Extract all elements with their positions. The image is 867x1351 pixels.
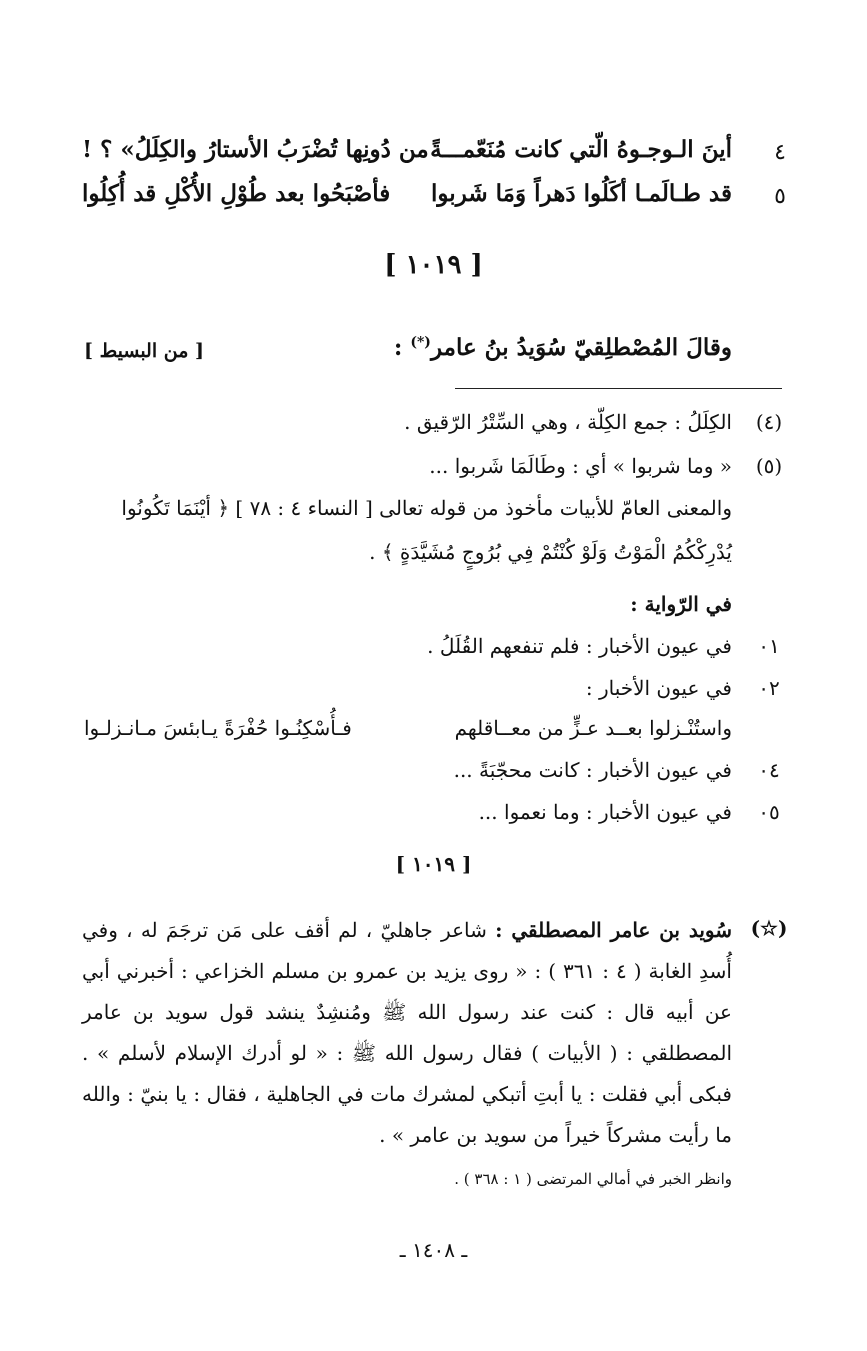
poet-name: سُويد بن عامر المصطلقي :: [495, 918, 733, 942]
riwaya-item-number: ٠٢: [758, 676, 780, 700]
bio-source: وانظر الخبر في أمالي المرتضى ( ١ : ٣٦٨ ) .: [454, 1170, 732, 1188]
note-text: الكِلَلُ : جمع الكِلّة ، وهي السِّتْرُ الرّقيق .: [404, 410, 732, 434]
riwaya-verse-first: واستُنْـزلوا بعــد عـزٍّ من معــاقلهم: [454, 716, 732, 740]
section-number-small: [ ١٠١٩ ]: [395, 852, 472, 876]
intro-colon: :: [393, 334, 403, 361]
poet-intro-text: وقالَ المُصْطلِقيّ سُوَيدُ بنُ عامر: [430, 334, 732, 361]
poem-number-heading: [ ١٠١٩ ]: [384, 250, 483, 280]
bio-label: (☆): [750, 916, 788, 940]
bio-paragraph: [82, 910, 732, 1156]
verse-first-hemistich: قد طـالَمـا أكَلُوا دَهراً وَمَا شَربوا: [431, 180, 732, 207]
riwaya-item-number: ٠١: [758, 634, 780, 658]
page-number: ـ ١٤٠٨ ـ: [399, 1238, 468, 1262]
riwaya-heading: في الرّواية :: [630, 592, 732, 616]
verse-second-hemistich: فأصْبَحُوا بعد طُوْلِ الأُكْلِ قد أُكِلُوا: [82, 180, 391, 207]
riwaya-item-text: في عيون الأخبار : كانت محجّبَةً ...: [453, 758, 732, 782]
poem-intro: [394, 334, 732, 361]
meaning-line: والمعنى العامّ للأبيات مأخوذ من قوله تعالى [ النساء ٤ : ٧٨ ] ﴿ أيْنَمَا تَكُونُوا: [121, 496, 732, 520]
riwaya-verse-second: فـأُسْكِنُـوا حُفْرَةً يـابئسَ مـانـزلـوا: [84, 716, 352, 740]
riwaya-item-text: في عيون الأخبار : وما نعموا ...: [478, 800, 732, 824]
meaning-line: يُدْرِكْكُمُ الْمَوْتُ وَلَوْ كُنْتُمْ فِي بُرُوجٍ مُشَيَّدَةٍ ﴾ .: [369, 540, 732, 564]
verse-number: ٥: [774, 184, 786, 209]
riwaya-item-number: ٠٤: [758, 758, 780, 782]
note-label: (٥): [755, 454, 783, 478]
bio-text: شاعر جاهليّ ، لم أقف على مَن ترجَمَ له ، وفي أُسدِ الغابة ( ٤ : ٣٦١ ) : « روى يزيد بن عمرو بن مسلم الخزاعي : أخبرني أبي عن أبيه قال : كنت عند رسول الله ﷺ ومُنشِدٌ ينشد قول سويد بن عامر المصطلقي : ( الأبيات ) فقال رسول الله ﷺ : « لو أدرك الإسلام لأسلم » . فبكى أبي فقلت : يا أبتِ أتبكي لمشرك مات في الجاهلية ، فقال : يا بنيّ : والله ما رأيت مشركاً خيراً من سويد بن عامر » .: [82, 918, 732, 1147]
note-text: « وما شربوا » أي : وطَالَمَا شَربوا ...: [429, 454, 732, 478]
footnote-star: (*): [410, 334, 431, 351]
note-label: (٤): [755, 410, 783, 434]
riwaya-item-number: ٠٥: [758, 800, 780, 824]
verse-first-hemistich: أينَ الـوجـوهُ الّتي كانت مُنَعّمـــةً: [430, 136, 732, 163]
riwaya-item-text: في عيون الأخبار : فلم تنفعهم القُلَلُ .: [427, 634, 732, 658]
riwaya-item-text: في عيون الأخبار :: [585, 676, 732, 700]
meter-label: [ من البسيط ]: [84, 340, 204, 362]
verse-number: ٤: [774, 140, 786, 165]
footnote-separator: [455, 388, 782, 389]
verse-second-hemistich: من دُونِها تُضْرَبُ الأستارُ والكِلَلُ» ؟ !: [82, 136, 429, 163]
